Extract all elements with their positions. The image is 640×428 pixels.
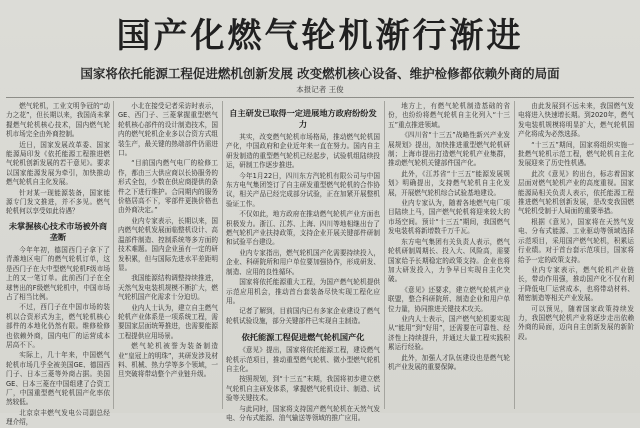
header-rule: [6, 97, 634, 98]
paragraph: 小北在接受记者采访时表示，GE、西门子、三菱掌握重型燃气轮机核心部件的设计制造技术，国内的燃气轮机企业多以合资方式组装生产，最关键的热端部件仍需进口。: [118, 102, 218, 158]
paragraph: 由此发展到不远未来，我国燃气发电将进入快速增长期。到2020年，燃气发电装机规模将明显扩大，燃气轮机国产化将成为必然选择。: [518, 102, 634, 139]
column-separator: [113, 101, 114, 409]
column-separator: [384, 101, 385, 409]
paragraph: 业内专家认为，随着各地燃气电厂项目陆续上马，国产燃气轮机将迎来较大的市场空间。预计“十三五”期间，我国燃气发电装机将新增数千万千瓦。: [388, 199, 510, 236]
article-column-2: [118, 102, 218, 409]
paragraph: 不过，西门子在中国市场的装机以合资形式为主，燃气轮机核心部件的本地化仍然有限。维修检修也依赖外商，国内电厂的运营成本居高不下。: [6, 303, 110, 349]
article-subtitle: 国家将依托能源工程促进燃机创新发展 改变燃机核心设备、维护检修都依赖外商的局面: [80, 66, 560, 81]
section-heading: 未掌握核心技术市场被外商垄断: [8, 220, 108, 242]
paragraph: 根据《意见》，国家将在天然气发电、分布式能源、工业驱动等领域选择示范项目，采用国产燃气轮机，积累运行业绩。对于首台套示范项目，国家将给予一定的政策支持。: [518, 217, 634, 264]
paragraph: 东方电气集团有关负责人表示，燃气轮机研制周期长、投入大、风险高，需要国家给予长期稳定的政策支持。企业也将加大研发投入，力争早日实现自主化突破。: [388, 237, 510, 284]
paragraph: 此外，《江苏省“十三五”能源发展规划》明确提出，支持燃气轮机自主化发展，开展燃气轮机综合试验基地建设。: [388, 169, 510, 197]
paragraph: 此次《意见》的出台，标志着国家层面对燃气轮机产业的高度重视。国家能源局相关负责人表示，依托能源工程推进燃气轮机创新发展，是改变我国燃气轮机受制于人局面的重要举措。: [518, 169, 634, 216]
paragraph: 业内专家表示，长期以来，国内燃气轮机发展面临整机设计、高温部件制造、控制系统等多方面的技术难题。国内企业虽有一定的研发积累，但与国际先进水平差距明显。: [118, 216, 218, 272]
paragraph: 我国能源结构调整持续推进，天然气发电装机规模不断扩大，燃气轮机国产化需求十分迫切。: [118, 274, 218, 302]
paragraph: 其实，改变燃气轮机市场格局，推动燃气轮机国产化，中国政府和企业近年来一直在努力。国内自主研发制造的重型燃气轮机已经起步，试验机组陆续投运，研制工作逐步推进。: [226, 133, 380, 170]
column-separator: [514, 101, 515, 409]
paragraph: 今年年初，德国西门子拿下了青潍地区电厂的燃气轮机订单，这是西门子在大中型燃气轮机F级市场上的又一笔订单。此前西门子在全球售出的F级燃气轮机中，中国市场占了相当比例。: [6, 245, 110, 301]
paragraph: 业内专家指出，燃气轮机国产化需要持续投入，企业、科研院所和用户单位要加强协作，形成研发、制造、应用的良性循环。: [226, 248, 380, 276]
paragraph: 与此同时，国家将支持国产燃气轮机在天然气发电、分布式能源、油气输送等领域的推广应用。: [226, 404, 380, 422]
paragraph: 《意见》提出，国家将依托能源工程，建设燃气轮机示范项目，推动重型燃气轮机、微小型燃气轮机自主化。: [226, 346, 380, 373]
paragraph: 按照规划，到“十三五”末期，我国将初步建立燃气轮机自主研发体系，掌握燃气轮机设计、制造、试验等关键技术。: [226, 375, 380, 403]
section-heading: 依托能源工程促进燃气轮机国产化: [241, 332, 365, 343]
paragraph: 燃气轮机，工业文明争冠的“动力之花”，但长期以来，我国尚未掌握燃气轮机核心技术，国内燃气轮机市场完全由外商控制。: [6, 102, 110, 139]
paragraph: “十三五”期间，国家将组织实施一批燃气轮机示范工程，燃气轮机自主化发展迎来了历史性机遇。: [518, 140, 634, 168]
section-heading: 自主研发已取得一定进展地方政府纷纷发力: [229, 108, 377, 129]
paragraph: “目前国内燃气电厂的检修工作，都由三大供应商以长协服务的形式全包，少数在供应商提供的条件之下进行维护。合同期内的服务价格居高不下，零部件更换价格也由外商决定。”: [118, 159, 218, 215]
paragraph: 燃气轮机被誉为装备制造业“皇冠上的明珠”，其研发涉及材料、机械、热力学等多个领域，一旦突破将带动整个产业链升级。: [118, 342, 218, 379]
paragraph: 记者了解到，目前国内已有多家企业建设了燃气轮机试验设施，部分关键部件已实现自主制造。: [226, 307, 380, 325]
paragraph: 《意见》还要求，建立燃气轮机产业联盟，整合科研院所、制造企业和用户单位力量，协同推进关键技术攻关。: [388, 285, 510, 313]
paragraph: 针对某一现能源装备，国家能源专门发文推进，并不多见。燃气轮机何以享受如此待遇？: [6, 188, 110, 216]
paragraph: 《四川省“十三五”战略性新兴产业发展规划》提出，加快推进重型燃气轮机研制；上海市提出打造燃气轮机产业集群，推动燃气轮机关键部件国产化。: [388, 131, 510, 168]
article-column-5: [518, 102, 634, 409]
paragraph: 业内专家表示，燃气轮机产业链长，带动作用强，推动国产化不仅有利于降低电厂运营成本，也将带动材料、精密制造等相关产业发展。: [518, 265, 634, 303]
paragraph: 地方上，有燃气轮机制造基础的省份，也纷纷将燃气轮机自主化列入“十三五”重点推进领域。: [388, 102, 510, 129]
article-column-4: [388, 102, 510, 409]
paragraph: 北京京丰燃气发电公司副总经理介绍，: [6, 408, 110, 427]
paragraph: 此外，加强人才队伍建设也是燃气轮机产业发展的重要保障。: [388, 353, 510, 371]
paragraph: 可以预见，随着国家政策持续发力，我国燃气轮机产业将逐步走出依赖外商的局面，迈向自主创新发展的新阶段。: [518, 304, 634, 341]
paragraph: 不仅如此，地方政府在推动燃气轮机产业方面也积极发力。浙江、江苏、上海、四川等地相继出台了燃气轮机产业扶持政策，支持企业开展关键部件研制和试验平台建设。: [226, 210, 380, 247]
article-column-1: [6, 102, 110, 427]
article-byline: 本报记者 王俊: [296, 85, 344, 94]
column-separator: [222, 101, 223, 409]
paragraph: 国家将依托能源重大工程，为国产燃气轮机提供示范应用机会，推动首台套装备尽快实现工程化应用。: [226, 278, 380, 305]
paragraph: 业内人士认为，建立自主燃气轮机产业体系是一项系统工程，需要国家层面统筹推进，也需要能源工程提供应用场景。: [118, 303, 218, 340]
article-headline: 国产化燃气轮机渐行渐进: [116, 16, 524, 56]
paragraph: 实际上，几十年来，中国燃气轮机市场几乎全被美国GE、德国西门子、日本三菱等外商占据。美国GE、日本三菱在中国组建了合资工厂，中国重型燃气轮机国产化率依然较低。: [6, 351, 110, 407]
article-column-3: [226, 102, 380, 422]
paragraph: 今年1月22日，四川东方汽轮机有限公司与中国东方电气集团签订了自主研发重型燃气轮机的合作协议，相关产品已经完成部分试验，正在加紧开展整机验证工作。: [226, 171, 380, 208]
paragraph: 近日，国家发展改革委、国家能源局印发《依托能源工程推进燃气轮机创新发展的若干意见》。要求以国家能源发展为牵引，加快推动燃气轮机自主化发展。: [6, 140, 110, 187]
paragraph: 业内人士表示，国产燃气轮机要实现从“能用”到“好用”，还需要在可靠性、经济性上持续提升，并通过大量工程实践积累运行经验。: [388, 314, 510, 352]
